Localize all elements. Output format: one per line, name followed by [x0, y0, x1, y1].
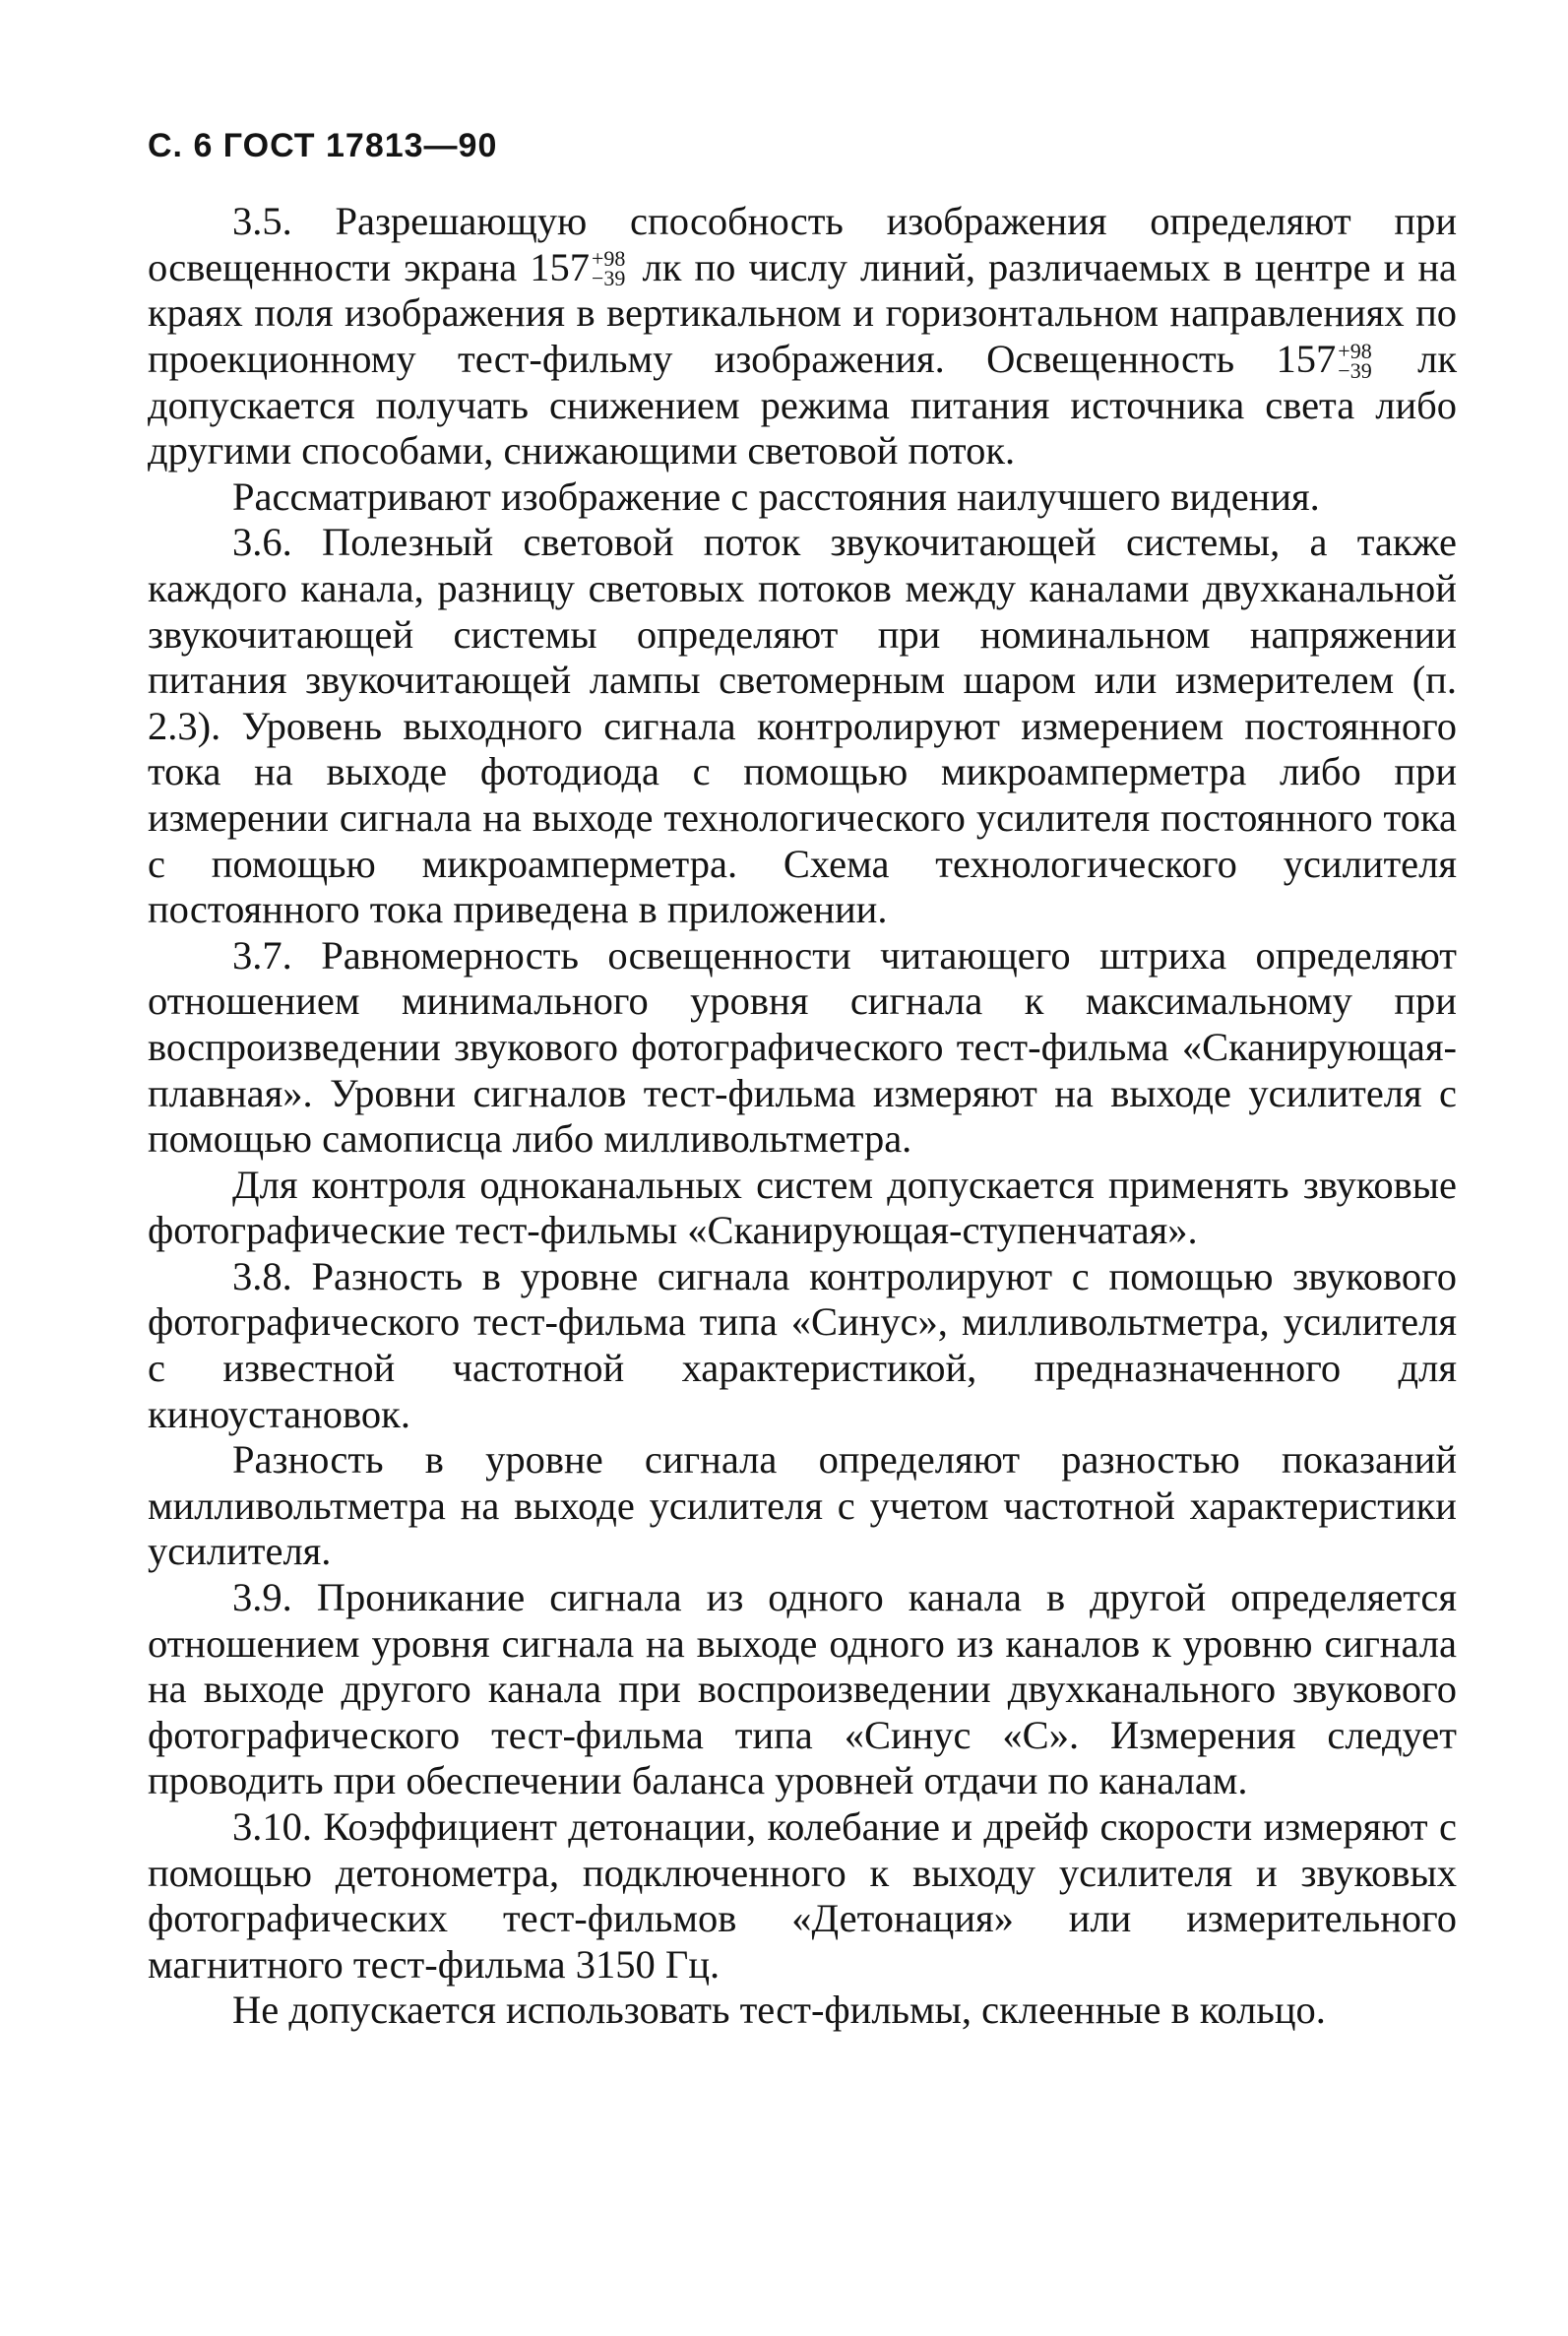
paragraph-3-8 [148, 1254, 1457, 1437]
paragraph-3-5-continued [148, 474, 1457, 521]
paragraph-text: Коэффициент детонации, колебание и дрейф скорости измеряют с помощью детонометра, подключенного к выходу усилителя и звуковых фотографических тест-фильмов «Детонация» или измерительного магнитного тест-фильма 3150 Гц. [148, 1804, 1458, 1987]
paragraph-text: Разность в уровне сигнала определяют разностью показаний милливольтметра на выходе усилителя с учетом частотной характеристики усилителя. [148, 1437, 1457, 1574]
tolerance [1338, 338, 1372, 383]
tolerance-upper: +98 [1338, 338, 1372, 363]
clause-number: 3.5. [232, 199, 292, 243]
tolerance-upper: +98 [592, 246, 626, 272]
paragraph-3-7 [148, 933, 1457, 1163]
paragraph-3-8-continued [148, 1437, 1457, 1575]
paragraph-text: Рассматривают изображение с расстояния наилучшего видения. [232, 474, 1320, 519]
paragraph-text: Разность в уровне сигнала контролируют с помощью звукового фотографического тест-фильма типа «Синус», милливольтметра, усилителя с известной частотной характеристикой, предназначенного для киноустановок. [148, 1253, 1457, 1436]
paragraph-text: Полезный световой поток звукочитающей системы, а также каждого канала, разницу световых потоков между каналами двухканальной звукочитающей системы определяют при номинальном напряжении питания звукочитающей лампы светомерным шаром или измерителем (п. 2.3). Уровень выходного сигнала контролируют измерением постоянного тока на выходе фотодиода с помощью микроамперметра либо при измерении сигнала на выходе технологического усилителя постоянного тока с помощью микроамперметра. Схема технологического усилителя постоянного тока приведена в приложении. [148, 520, 1458, 932]
clause-number: 3.9. [232, 1575, 292, 1620]
paragraph-3-10-continued [148, 1988, 1457, 2034]
paragraph-text: Разрешающую способность изображения определяют при освещенности экрана 157 [148, 199, 1458, 289]
clause-number: 3.10. [232, 1804, 312, 1849]
document-page [148, 126, 1457, 2034]
paragraph-3-5 [148, 199, 1457, 474]
paragraph-text: Равномерность освещенности читающего штриха определяют отношением минимального уровня сигнала к максимальному при воспроизведении звукового фотографического тест-фильма «Сканирующая-плавная». Уровни сигналов тест-фильма измеряют на выходе усилителя с помощью самописца либо милливольтметра. [148, 932, 1458, 1162]
paragraph-text: Для контроля одноканальных систем допускается применять звуковые фотографические тест-фильмы «Сканирующая-ступенчатая». [148, 1162, 1457, 1253]
paragraph-text: Проникание сигнала из одного канала в другой определяется отношением уровня сигнала на выходе одного из каналов к уровню сигнала на выходе другого канала при воспроизведении двухканального звукового фотографического тест-фильма типа «Синус «С». Измерения следует проводить при обеспечении баланса уровней отдачи по каналам. [148, 1575, 1458, 1803]
clause-number: 3.6. [232, 520, 292, 565]
tolerance-lower: −39 [592, 266, 626, 291]
page-header: С. 6 ГОСТ 17813—90 [148, 127, 498, 164]
paragraph-text: Не допускается использовать тест-фильмы, склеенные в кольцо. [232, 1988, 1326, 2033]
paragraph-3-6 [148, 520, 1457, 932]
clause-number: 3.8. [232, 1253, 292, 1298]
tolerance [592, 246, 626, 291]
paragraph-text: лк допускается получать снижением режима питания источника света либо другими способами, снижающими световой поток. [148, 336, 1457, 474]
paragraph-3-10 [148, 1804, 1457, 1988]
tolerance-lower: −39 [1338, 357, 1372, 383]
paragraph-3-9 [148, 1575, 1457, 1804]
paragraph-3-7-continued [148, 1163, 1457, 1254]
paragraph-text: лк по числу линий, различаемых в центре и на краях поля изображения в вертикальном и горизонтальном направлениях по проекционному тест-фильму изображения. Освещенность 157 [148, 244, 1457, 381]
clause-number: 3.7. [232, 932, 292, 978]
